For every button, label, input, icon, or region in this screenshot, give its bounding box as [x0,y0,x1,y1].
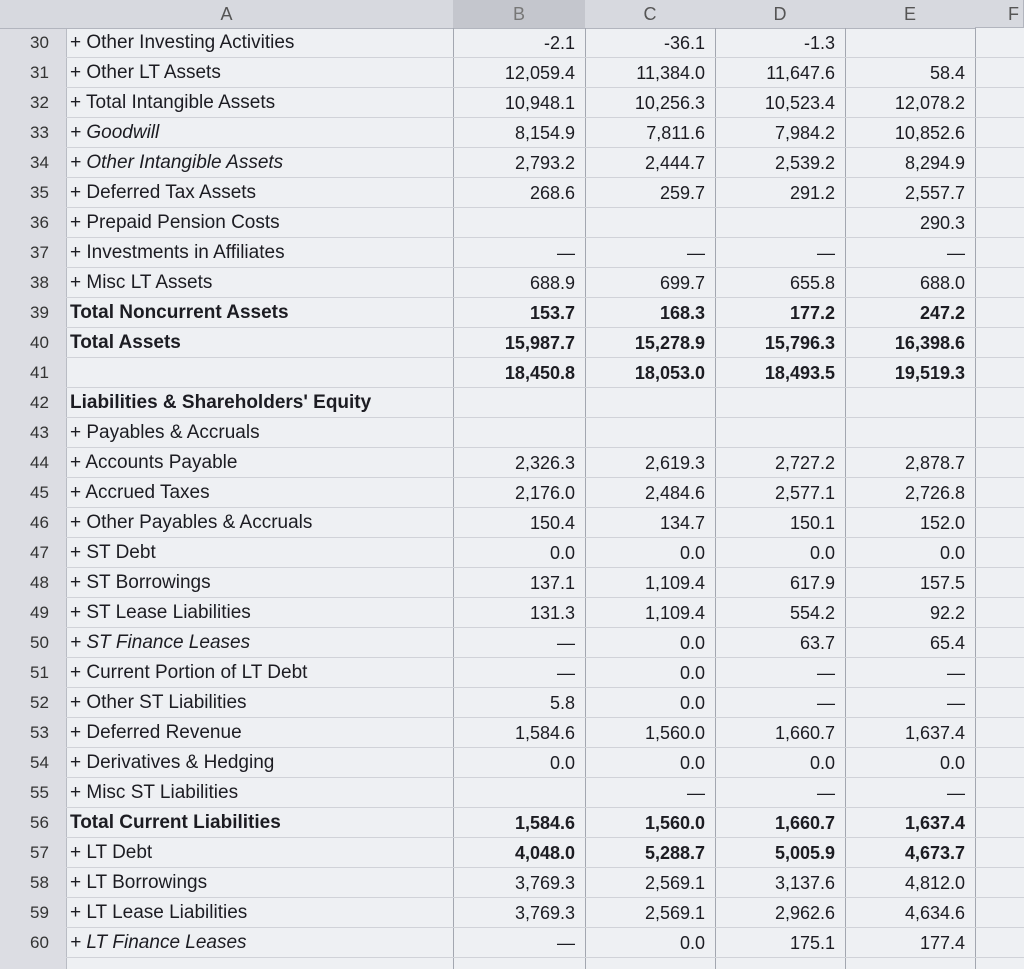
table-row [0,898,1024,928]
cell-d[interactable]: -1.3 [803,33,835,53]
table-row [0,388,1024,418]
cell-c[interactable]: 7,811.6 [646,123,705,143]
cell-c[interactable]: 0.0 [679,543,705,563]
cell-e[interactable]: 65.4 [929,633,965,653]
table-row [0,748,1024,778]
table-row [0,58,1024,88]
cell-e[interactable]: 2,878.7 [904,453,965,473]
cell-c[interactable]: 10,256.3 [634,93,705,113]
row-number[interactable]: 34 [30,153,49,172]
cell-d[interactable]: 617.9 [789,573,835,593]
cell-d[interactable]: 291.2 [789,183,835,203]
column-header-f[interactable]: F [975,0,1024,28]
cell-d[interactable]: 655.8 [789,273,835,293]
cell-a-label[interactable]: + Misc LT Assets [70,272,213,293]
cell-e[interactable]: 0.0 [939,543,965,563]
row-number[interactable]: 46 [30,513,49,532]
cell-e[interactable]: — [947,243,965,263]
cell-b[interactable]: 1,584.6 [514,813,575,833]
row-number[interactable]: 30 [30,33,49,52]
cell-a-label[interactable]: + Deferred Tax Assets [70,182,257,203]
table-row [0,598,1024,628]
cell-a-label[interactable]: + Accrued Taxes [70,482,210,503]
cell-a-label[interactable]: + Payables & Accruals [70,422,260,443]
cell-e[interactable]: 4,634.6 [904,903,965,923]
cell-c[interactable]: 1,109.4 [644,573,705,593]
cell-b[interactable]: 131.3 [529,603,575,623]
cell-e[interactable]: 92.2 [929,603,965,623]
cell-d[interactable]: 2,727.2 [774,453,835,473]
cell-c[interactable]: 134.7 [659,513,705,533]
cell-b[interactable]: 1,584.6 [514,723,575,743]
cell-c[interactable]: 1,109.4 [644,603,705,623]
cell-b[interactable]: 18,450.8 [504,363,575,383]
cell-e[interactable]: 1,637.4 [904,723,965,743]
cell-b[interactable]: — [557,243,575,263]
cell-d[interactable]: 5,005.9 [774,843,835,863]
cell-b[interactable]: -2.1 [543,33,575,53]
cell-d[interactable]: 150.1 [789,513,835,533]
column-header-c[interactable]: C [585,0,716,29]
cell-e[interactable]: 58.4 [929,63,965,83]
row-number[interactable]: 59 [30,903,49,922]
cell-c[interactable]: 2,444.7 [644,153,705,173]
column-header-d[interactable]: D [715,0,846,29]
row-number[interactable]: 35 [30,183,49,202]
cell-d[interactable]: 1,660.7 [774,813,835,833]
cell-b[interactable]: 12,059.4 [504,63,575,83]
cell-b[interactable]: 688.9 [529,273,575,293]
row-divider [66,957,1024,958]
cell-a-label[interactable]: + Current Portion of LT Debt [70,662,308,683]
cell-d[interactable]: 0.0 [809,753,835,773]
cell-d[interactable]: — [817,243,835,263]
cell-c[interactable]: 0.0 [679,933,705,953]
cell-b[interactable]: 8,154.9 [514,123,575,143]
cell-c[interactable]: -36.1 [663,33,705,53]
table-row [0,28,1024,58]
cell-e[interactable]: 1,637.4 [904,813,965,833]
table-row [0,268,1024,298]
cell-e[interactable]: 177.4 [919,933,965,953]
cell-a-label[interactable]: Liabilities & Shareholders' Equity [70,392,372,413]
cell-e[interactable]: 688.0 [919,273,965,293]
cell-a-label[interactable]: + Derivatives & Hedging [70,752,275,773]
row-number[interactable]: 43 [30,423,49,442]
row-number[interactable]: 44 [30,453,49,472]
cell-d[interactable]: — [817,783,835,803]
cell-d[interactable]: 2,539.2 [774,153,835,173]
cell-c[interactable]: 2,569.1 [644,873,705,893]
row-number[interactable]: 56 [30,813,49,832]
row-number[interactable]: 36 [30,213,49,232]
cell-c[interactable]: 699.7 [659,273,705,293]
cell-c[interactable]: 2,619.3 [644,453,705,473]
cell-c[interactable]: 259.7 [659,183,705,203]
cell-a-label[interactable]: + ST Debt [70,542,156,563]
row-number[interactable]: 37 [30,243,49,262]
row-number[interactable]: 60 [30,933,49,952]
cell-b[interactable]: 0.0 [549,543,575,563]
cell-b[interactable]: 4,048.0 [514,843,575,863]
cell-b[interactable]: 268.6 [529,183,575,203]
row-number[interactable]: 54 [30,753,49,772]
cell-b[interactable]: — [557,933,575,953]
cell-e[interactable]: 19,519.3 [894,363,965,383]
table-row [0,178,1024,208]
cell-d[interactable]: 3,137.6 [774,873,835,893]
row-number[interactable]: 49 [30,603,49,622]
cell-c[interactable]: 5,288.7 [644,843,705,863]
cell-a-label[interactable]: + Other LT Assets [70,62,221,83]
cell-c[interactable]: 15,278.9 [634,333,705,353]
cell-c[interactable]: 0.0 [679,693,705,713]
table-row [0,838,1024,868]
cell-a-label[interactable]: + Misc ST Liabilities [70,782,239,803]
cell-e[interactable]: 4,812.0 [904,873,965,893]
cell-c[interactable]: 2,484.6 [644,483,705,503]
cell-d[interactable]: 7,984.2 [774,123,835,143]
row-number[interactable]: 41 [30,363,49,382]
cell-e[interactable]: 8,294.9 [904,153,965,173]
cell-c[interactable]: 0.0 [679,663,705,683]
table-row [0,478,1024,508]
row-number[interactable]: 51 [30,663,49,682]
cell-d[interactable]: 11,647.6 [766,63,835,83]
table-row [0,298,1024,328]
cell-c[interactable]: 2,569.1 [644,903,705,923]
cell-e[interactable]: — [947,663,965,683]
column-header-e[interactable]: E [845,0,976,29]
cell-a-label[interactable]: + Deferred Revenue [70,722,242,743]
cell-a-label[interactable]: Total Current Liabilities [70,812,281,833]
row-number[interactable]: 47 [30,543,49,562]
cell-e[interactable]: 2,557.7 [904,183,965,203]
row-number[interactable]: 58 [30,873,49,892]
cell-a-label[interactable]: + LT Finance Leases [70,932,247,953]
cell-b[interactable]: 5.8 [549,693,575,713]
cell-b[interactable]: 0.0 [549,753,575,773]
cell-c[interactable]: — [687,243,705,263]
table-row [0,358,1024,388]
row-number[interactable]: 50 [30,633,49,652]
cell-e[interactable]: 12,078.2 [894,93,965,113]
cell-c[interactable]: 11,384.0 [636,63,705,83]
table-row [0,208,1024,238]
cell-b[interactable]: — [557,633,575,653]
cell-d[interactable]: 2,577.1 [774,483,835,503]
cell-d[interactable]: 18,493.5 [764,363,835,383]
table-row [0,868,1024,898]
cell-a-label[interactable]: + Total Intangible Assets [70,92,276,113]
row-number[interactable]: 57 [30,843,49,862]
row-number[interactable]: 48 [30,573,49,592]
row-number[interactable]: 31 [30,63,49,82]
cell-c[interactable]: 18,053.0 [634,363,705,383]
row-number[interactable]: 38 [30,273,49,292]
cell-a-label[interactable]: + Prepaid Pension Costs [70,212,280,233]
row-number[interactable]: 45 [30,483,49,502]
cell-d[interactable]: 177.2 [789,303,835,323]
cell-d[interactable]: 175.1 [789,933,835,953]
table-row [0,448,1024,478]
cell-a-label[interactable]: + Other Payables & Accruals [70,512,313,533]
table-row [0,718,1024,748]
cell-c[interactable]: 1,560.0 [644,723,705,743]
cell-d[interactable]: 10,523.4 [764,93,835,113]
table-row [0,928,1024,958]
table-row [0,568,1024,598]
cell-e[interactable]: — [947,783,965,803]
cell-e[interactable]: 16,398.6 [894,333,965,353]
cell-e[interactable]: 247.2 [919,303,965,323]
row-number[interactable]: 39 [30,303,49,322]
cell-a-label[interactable]: + Goodwill [70,122,160,143]
cell-a-label[interactable]: + Accounts Payable [70,452,238,473]
row-number[interactable]: 55 [30,783,49,802]
table-row [0,658,1024,688]
cell-a-label[interactable]: + LT Lease Liabilities [70,902,248,923]
cell-b[interactable]: 15,987.7 [504,333,575,353]
table-row [0,418,1024,448]
row-number[interactable]: 42 [30,393,49,412]
cell-e[interactable]: — [947,693,965,713]
cell-b[interactable]: 2,176.0 [514,483,575,503]
cell-a-label[interactable]: Total Noncurrent Assets [70,302,289,323]
cell-b[interactable]: 150.4 [529,513,575,533]
cell-d[interactable]: 15,796.3 [764,333,835,353]
row-number[interactable]: 40 [30,333,49,352]
cell-a-label[interactable]: + ST Finance Leases [70,632,251,653]
table-row [0,238,1024,268]
cell-d[interactable]: — [817,693,835,713]
cell-a-label[interactable]: + Other Investing Activities [70,32,295,53]
row-number[interactable]: 33 [30,123,49,142]
cell-e[interactable]: 0.0 [939,753,965,773]
cell-a-label[interactable]: + LT Debt [70,842,153,863]
table-row [0,328,1024,358]
row-number[interactable]: 52 [30,693,49,712]
cell-d[interactable]: 554.2 [789,603,835,623]
cell-d[interactable]: 63.7 [799,633,835,653]
cell-b[interactable]: 3,769.3 [514,873,575,893]
cell-c[interactable]: 0.0 [679,633,705,653]
cell-a-label[interactable]: + ST Lease Liabilities [70,602,251,623]
cell-b[interactable]: 137.1 [529,573,575,593]
cell-a-label[interactable]: + Investments in Affiliates [70,242,285,263]
column-header-a[interactable]: A [0,0,454,29]
table-row [0,688,1024,718]
cell-e[interactable]: 10,852.6 [894,123,965,143]
cell-d[interactable]: 0.0 [809,543,835,563]
row-number[interactable]: 32 [30,93,49,112]
cell-c[interactable]: — [687,783,705,803]
cell-a-label[interactable]: + ST Borrowings [70,572,211,593]
table-row [0,628,1024,658]
cell-e[interactable]: 290.3 [919,213,965,233]
table-row [0,508,1024,538]
cell-a-label[interactable]: + Other Intangible Assets [70,152,284,173]
cell-a-label[interactable]: Total Assets [70,332,181,353]
column-header-b[interactable]: B [453,0,586,29]
cell-e[interactable]: 2,726.8 [904,483,965,503]
table-row [0,538,1024,568]
table-row [0,148,1024,178]
cell-b[interactable]: — [557,663,575,683]
cell-d[interactable]: — [817,663,835,683]
table-row [0,808,1024,838]
cell-c[interactable]: 168.3 [659,303,705,323]
cell-c[interactable]: 1,560.0 [644,813,705,833]
cell-b[interactable]: 2,326.3 [514,453,575,473]
cell-b[interactable]: 2,793.2 [514,153,575,173]
cell-d[interactable]: 2,962.6 [774,903,835,923]
cell-b[interactable]: 10,948.1 [504,93,575,113]
table-row [0,778,1024,808]
cell-c[interactable]: 0.0 [679,753,705,773]
cell-b[interactable]: 153.7 [529,303,575,323]
cell-e[interactable]: 157.5 [919,573,965,593]
table-row [0,88,1024,118]
table-row [0,118,1024,148]
cell-a-label[interactable]: + Other ST Liabilities [70,692,247,713]
cell-e[interactable]: 152.0 [919,513,965,533]
row-number[interactable]: 53 [30,723,49,742]
cell-a-label[interactable]: + LT Borrowings [70,872,208,893]
cell-d[interactable]: 1,660.7 [774,723,835,743]
cell-e[interactable]: 4,673.7 [904,843,965,863]
cell-b[interactable]: 3,769.3 [514,903,575,923]
